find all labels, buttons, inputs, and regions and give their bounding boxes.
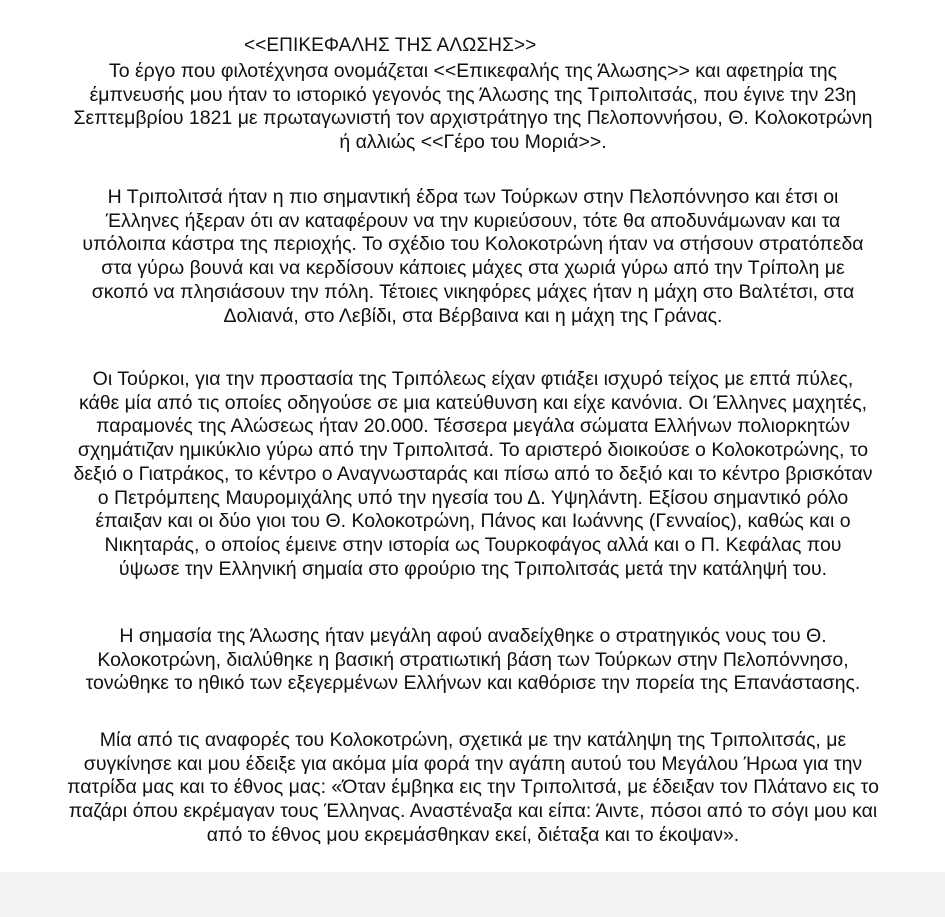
paragraph-line: έπαιξαν και οι δύο γιοι του Θ. Κολοκοτρώνη, Πάνος και Ιωάννης (Γενναίος), καθώς και ο [95,510,851,533]
paragraph-line: Μία από τις αναφορές του Κολοκοτρώνη, σχετικά με την κατάληψη της Τριπολιτσάς, με [99,729,847,751]
paragraph-line: ύψωσε την Ελληνική σημαία στο φρούριο της Τριπολιτσάς μετά την κατάληψή του. [118,557,828,580]
paragraph-line: Η σημασία της Άλωσης ήταν μεγάλη αφού αναδείχθηκε ο στρατηγικός νους του Θ. [119,625,827,647]
paragraph-line: Η Τριπολιτσά ήταν η πιο σημαντική έδρα των Τούρκων στην Πελοπόννησο και έτσι οι [107,186,839,208]
paragraph-line: συγκίνησε και μου έδειξε για ακόμα μία φορά την αγάπη αυτού του Μεγάλου Ήρωα για την [83,752,863,775]
paragraph-line: Σεπτεμβρίου 1821 με πρωταγωνιστή τον αρχιστράτηγο της Πελοποννήσου, Θ. Κολοκοτρώνη [73,107,873,130]
paragraph-line: Οι Τούρκοι, για την προστασία της Τριπόλεως είχαν φτιάξει ισχυρό τείχος με επτά πύλες, [92,368,854,390]
paragraph-line: Το έργο που φιλοτέχνησα ονομάζεται <<Επικεφαλής της Άλωσης>> και αφετηρία της [108,60,838,82]
paragraph-line: από το έθνος μου εκρεμάσθηκαν εκεί, διέταξα και το έκοψαν». [206,823,740,846]
paragraph-line: κάθε μία από τις οποίες οδηγούσε σε μια κατεύθυνση και είχε κανόνια. Οι Έλληνες μαχητές, [78,391,868,414]
paragraph-line: Νικηταράς, ο οποίος έμεινε στην ιστορία ως Τουρκοφάγος αλλά και ο Π. Κεφάλας που [104,533,842,556]
paragraph-line: στα γύρω βουνά και να κερδίσουν κάποιες μάχες στα χωριά γύρω από την Τρίπολη με [101,257,845,280]
paragraph-line: έμπνευσής μου ήταν το ιστορικό γεγονός της Άλωσης της Τριπολιτσάς, που έγινε την 23η [89,83,857,106]
paragraph-2 [38,186,908,328]
paragraph-line: υπόλοιπα κάστρα της περιοχής. Το σχέδιο του Κολοκοτρώνη ήταν να στήσουν στρατόπεδα [82,233,864,256]
paragraph-1 [38,60,908,155]
document-title: <<ΕΠΙΚΕΦΑΛΗΣ ΤΗΣ ΑΛΩΣΗΣ>> [244,35,537,56]
paragraph-line: δεξιό ο Γιατράκος, το κέντρο ο Αναγνωσταράς και πίσω από το δεξιό και το κέντρο βρισκόταν [73,462,873,485]
paragraph-line: Δολιανά, στο Λεβίδι, στα Βέρβαινα και η μάχη της Γράνας. [223,304,723,327]
paragraph-3 [38,368,908,581]
paragraph-line: ή αλλιώς <<Γέρο του Μοριά>>. [339,131,607,154]
paragraph-4 [38,625,908,696]
paragraph-5 [38,729,908,848]
paragraph-line: πατρίδα μας και το έθνος μας: «Όταν έμβηκα εις την Τριπολιτσά, με έδειξαν τον Πλάτανο εις το [67,776,879,799]
paragraph-line: τονώθηκε το ηθικό των εξεγερμένων Ελλήνων και καθόρισε την πορεία της Επανάστασης. [85,672,861,695]
paragraph-line: παραμονές της Αλώσεως ήταν 20.000. Τέσσερα μεγάλα σώματα Ελλήνων πολιορκητών [96,415,850,438]
paragraph-line: σκοπό να πλησιάσουν την πόλη. Τέτοιες νικηφόρες μάχες ήταν η μάχη στο Βαλτέτσι, στα [91,280,855,303]
paragraph-line: σχημάτιζαν ημικύκλιο γύρω από την Τριπολιτσά. Το αριστερό διοικούσε ο Κολοκοτρώνης, το [77,439,869,462]
paragraph-line: Έλληνες ήξεραν ότι αν καταφέρουν να την κυριεύσουν, τότε θα αποδυνάμωναν και τα [105,209,841,232]
paragraph-line: ο Πετρόμπεης Μαυρομιχάλης υπό την ηγεσία του Δ. Υψηλάντη. Εξίσου σημαντικό ρόλο [97,486,849,509]
bottom-strip [0,872,945,917]
paragraph-line: Κολοκοτρώνη, διαλύθηκε η βασική στρατιωτική βάση των Τούρκων στην Πελοπόννησο, [97,648,849,671]
paragraph-line: παζάρι όπου εκρέμαγαν τους Έλληνας. Αναστέναξα και είπα: Άιντε, πόσοι από το σόγι μου και [68,800,878,823]
